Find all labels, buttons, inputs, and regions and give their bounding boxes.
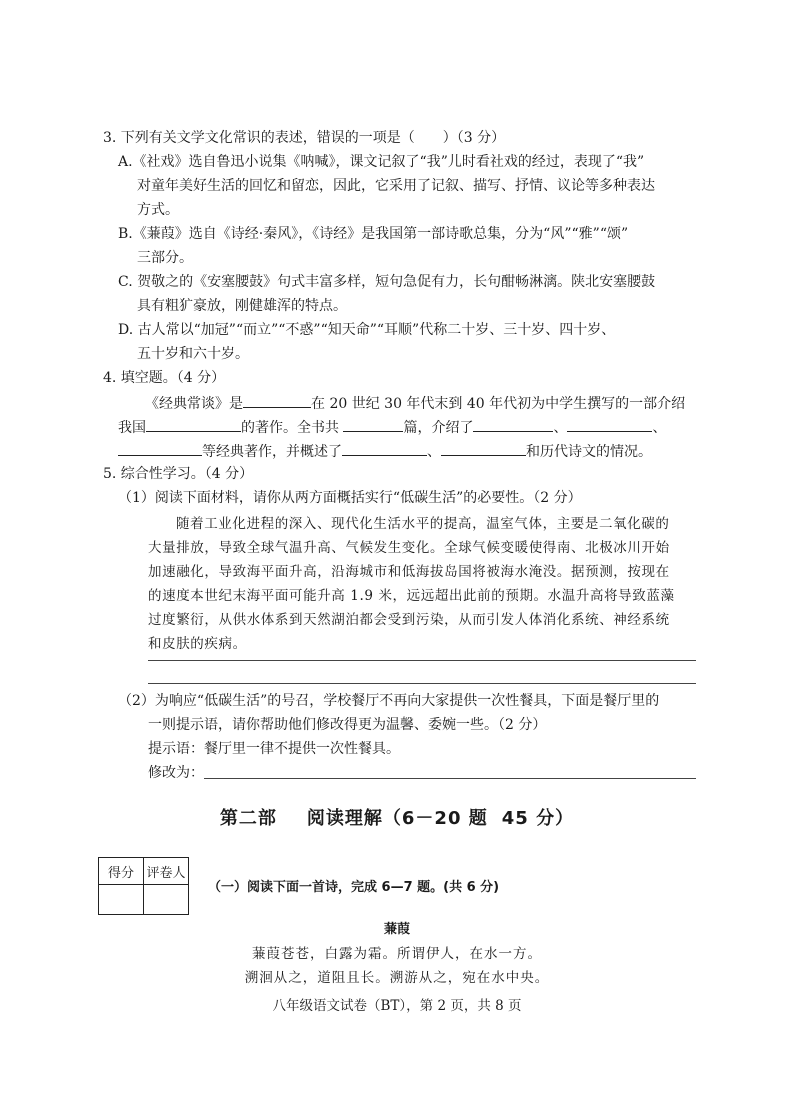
grader-cell[interactable] bbox=[144, 885, 189, 915]
q4-text: 、 bbox=[652, 420, 667, 436]
q5-part2-prompt: （2）为响应“低碳生活”的号召，学校餐厅不再向大家提供一次性餐具，下面是餐厅里的 bbox=[118, 693, 660, 709]
score-header: 得分 bbox=[99, 858, 144, 885]
revise-answer-line[interactable] bbox=[204, 778, 696, 779]
material-line: 加速融化，导致海平面升高，沿海城市和低海拔岛国将被海水淹没。据预测，按现在 bbox=[148, 564, 670, 580]
q4-text: 我国 bbox=[118, 420, 146, 436]
q4-line2 bbox=[118, 416, 666, 438]
q3-option-a: A.《社戏》选自鲁迅小说集《呐喊》，课文记叙了“我”儿时看社戏的经过，表现了“我” bbox=[118, 154, 645, 170]
poem-line: 蒹葭苍苍，白露为霜。所谓伊人，在水一方。 bbox=[252, 946, 542, 962]
q5-part2-prompt-cont: 一则提示语，请你帮助他们修改得更为温馨、委婉一些。（2 分） bbox=[148, 717, 547, 733]
score-table bbox=[98, 857, 189, 915]
section-heading: （一）阅读下面一首诗，完成 6—7 题。(共 6 分) bbox=[208, 880, 500, 895]
q3-option-b: B.《蒹葭》选自《诗经·秦风》，《诗经》是我国第一部诗歌总集，分为“风”“雅”“颂” bbox=[118, 226, 629, 242]
poem-line: 溯洄从之，道阻且长。溯游从之，宛在水中央。 bbox=[244, 970, 550, 986]
q4-text: 、 bbox=[553, 420, 568, 436]
q4-text: 等经典著作，并概述了 bbox=[202, 444, 342, 460]
answer-line[interactable] bbox=[148, 683, 696, 684]
fill-blank-topic2[interactable] bbox=[342, 440, 427, 456]
q4-line3 bbox=[118, 440, 652, 462]
fill-blank-book1[interactable] bbox=[473, 416, 553, 432]
page-footer: 八年级语文试卷（BT），第 2 页，共 8 页 bbox=[272, 998, 522, 1014]
material-line: 随着工业化进程的深入、现代化生活水平的提高，温室气体，主要是二氧化碳的 bbox=[176, 516, 670, 532]
q4-text: 和历代诗文的情况。 bbox=[526, 444, 652, 460]
answer-line[interactable] bbox=[148, 660, 696, 661]
fill-blank-book2[interactable] bbox=[567, 416, 652, 432]
q3-option-a-cont2: 方式。 bbox=[137, 202, 179, 218]
hint-text: 提示语：餐厅里一律不提供一次性餐具。 bbox=[148, 741, 400, 757]
q4-text: 《经典常谈》是 bbox=[145, 396, 243, 412]
fill-blank-book3[interactable] bbox=[118, 440, 202, 456]
material-line: 过度繁衍，从供水体系到天然湖泊都会受到污染，从而引发人体消化系统、神经系统 bbox=[148, 612, 670, 628]
q3-option-d: D. 古人常以“加冠”“而立”“不惑”“知天命”“耳顺”代称二十岁、三十岁、四十岁、 bbox=[118, 322, 616, 338]
material-line: 的速度本世纪末海平面可能升高 1.9 米，远远超出此前的预期。水温升高将导致蓝藻 bbox=[148, 588, 675, 604]
score-cell[interactable] bbox=[99, 885, 144, 915]
q5-stem: 5. 综合性学习。（4 分） bbox=[103, 466, 254, 482]
revise-label: 修改为： bbox=[148, 765, 204, 781]
q4-text: 在 20 世纪 30 年代末到 40 年代初为中学生撰写的一部介绍 bbox=[311, 396, 686, 412]
part2-title-a: 第二部 bbox=[219, 808, 277, 829]
q3-option-a-cont1: 对童年美好生活的回忆和留恋，因此，它采用了记叙、描写、抒情、议论等多种表达 bbox=[137, 178, 655, 194]
fill-blank-count[interactable] bbox=[343, 416, 403, 432]
grader-header: 评卷人 bbox=[144, 858, 189, 885]
fill-blank-topic[interactable] bbox=[146, 416, 241, 432]
q4-text: 篇，介绍了 bbox=[403, 420, 474, 436]
poem-title: 蒹葭 bbox=[383, 922, 410, 937]
material-line: 和皮肤的疾病。 bbox=[148, 636, 247, 652]
q3-option-c: C. 贺敬之的《安塞腰鼓》句式丰富多样，短句急促有力，长句酣畅淋漓。陕北安塞腰鼓 bbox=[118, 274, 656, 290]
part2-title bbox=[0, 804, 794, 830]
q5-part1-prompt: （1）阅读下面材料，请你从两方面概括实行“低碳生活”的必要性。（2 分） bbox=[118, 490, 582, 506]
q4-line1 bbox=[145, 392, 685, 414]
q3-option-b-cont: 三部分。 bbox=[137, 250, 193, 266]
q4-stem: 4. 填空题。（4 分） bbox=[103, 370, 226, 386]
material-line: 大量排放，导致全球气温升高、气候发生变化。全球气候变暖使得南、北极冰川开始 bbox=[148, 540, 670, 556]
q4-text: 、 bbox=[427, 444, 441, 460]
q3-stem: 3. 下列有关文学文化常识的表述，错误的一项是（ ）（3 分） bbox=[103, 130, 506, 146]
q3-option-d-cont: 五十岁和六十岁。 bbox=[137, 346, 249, 362]
part2-title-c: 45 分） bbox=[501, 808, 575, 829]
fill-blank-author[interactable] bbox=[243, 392, 311, 408]
part2-title-b: 阅读理解（6－20 题 bbox=[306, 808, 488, 829]
q4-text: 的著作。全书共 bbox=[241, 420, 339, 436]
q3-option-c-cont: 具有粗犷豪放，刚健雄浑的特点。 bbox=[137, 298, 347, 314]
fill-blank-topic3[interactable] bbox=[441, 440, 526, 456]
